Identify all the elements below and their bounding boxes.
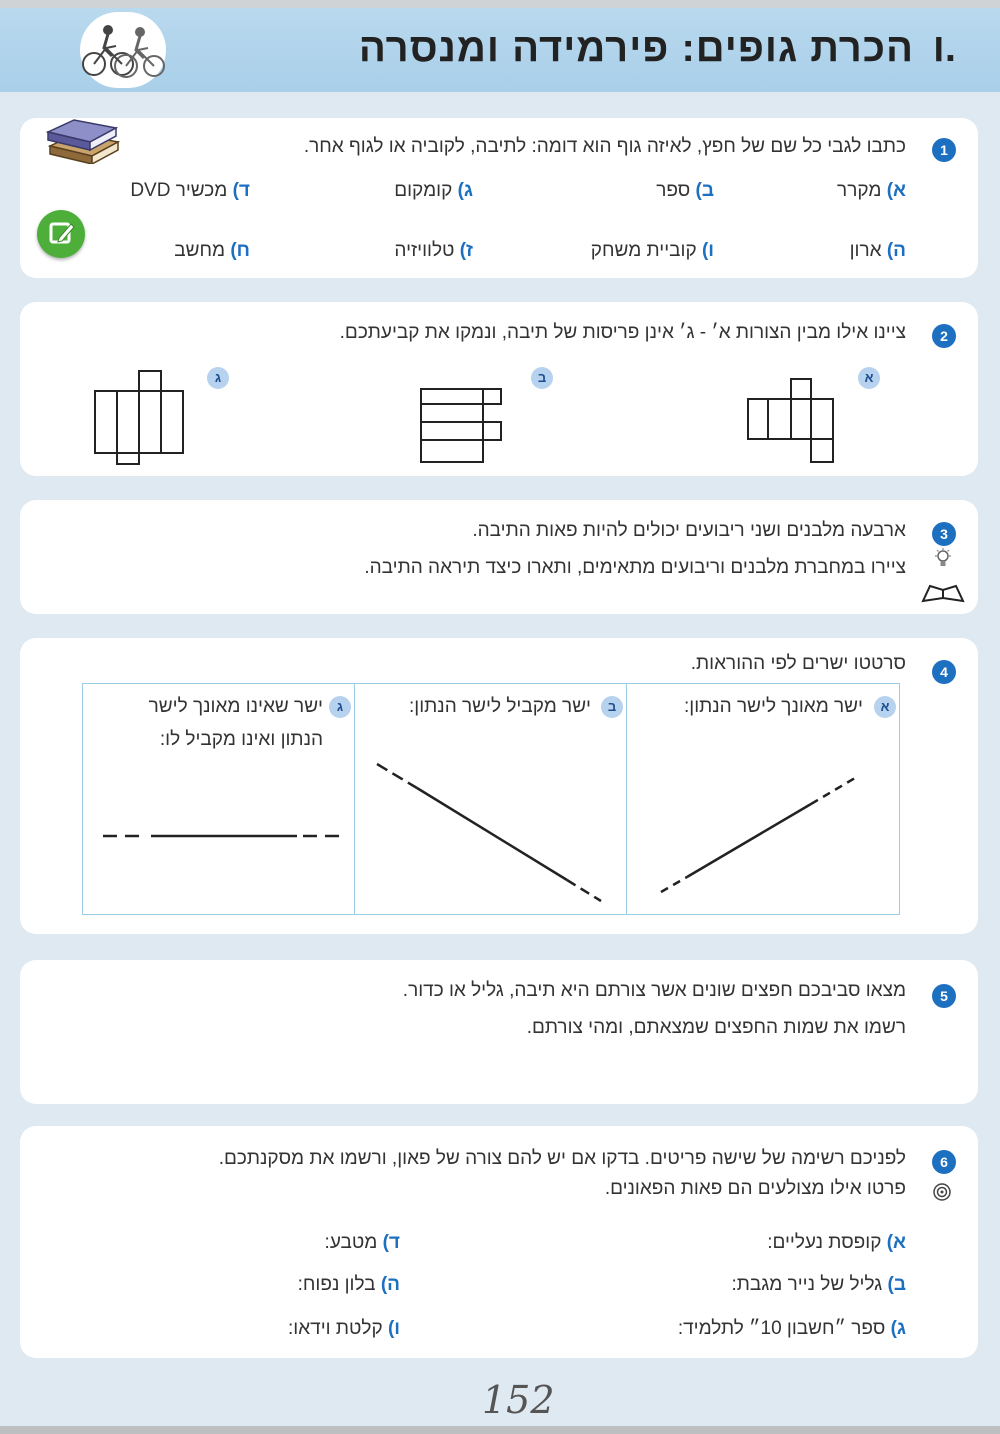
page-title: הכרת גופים: פירמידה ומנסרה	[358, 26, 914, 70]
q1-item-g	[394, 240, 473, 262]
q6-item-a	[767, 1232, 906, 1254]
q1-item-h	[174, 240, 250, 262]
item-label: ארון	[849, 240, 882, 261]
spiral-icon	[932, 1182, 952, 1207]
q1-item-f	[591, 240, 714, 262]
q1-item-c	[394, 180, 473, 202]
question-text-line1: לפניכם רשימה של שישה פריטים. בדקו אם יש להם צורה של פאון, ורשמו את מסקנתכם.	[218, 1148, 906, 1169]
question-number: 2	[932, 324, 956, 348]
cell-c-text-line2: הנתון ואינו מקביל לו:	[159, 729, 323, 750]
pencil-edit-icon[interactable]	[37, 210, 85, 258]
item-label: קוביית משחק	[590, 240, 697, 261]
question-number: 3	[932, 522, 956, 546]
item-label: מקרר	[837, 180, 882, 201]
q1-item-a	[837, 180, 906, 202]
net-shape-a	[745, 376, 840, 466]
q6-item-e	[298, 1274, 400, 1296]
books-icon	[42, 116, 122, 169]
net-label-a: א	[858, 367, 880, 389]
item-letter: ח)	[230, 240, 250, 261]
instructions-table	[82, 683, 900, 915]
section-number: ו.	[932, 26, 956, 70]
item-label: גליל של נייר מגבת:	[731, 1274, 883, 1295]
q6-item-c	[678, 1318, 906, 1340]
bottom-strip	[0, 1426, 1000, 1434]
item-letter: ב)	[887, 1274, 906, 1295]
net-shape-c	[92, 368, 192, 468]
item-letter: ג)	[457, 180, 473, 201]
q6-item-f	[288, 1318, 400, 1340]
net-shape-b	[418, 386, 508, 468]
question-text-line2: רשמו את שמות החפצים שמצאתם, ומהי צורתם.	[526, 1017, 906, 1038]
q1-item-d	[130, 180, 250, 202]
cell-b-text: ישר מקביל לישר הנתון:	[409, 696, 591, 717]
question-5-card	[20, 960, 978, 1104]
item-letter: ב)	[695, 180, 714, 201]
cyclists-icon	[80, 12, 166, 88]
cell-c-text-line1: ישר שאינו מאונך לישר	[148, 696, 323, 717]
item-letter: ד)	[232, 180, 250, 201]
cell-label-a: א	[874, 696, 896, 718]
question-text-line1: מצאו סביבכם חפצים שונים אשר צורתם היא תיבה, גליל או כדור.	[402, 980, 906, 1001]
net-label-b: ב	[531, 367, 553, 389]
item-label: קומקום	[394, 180, 453, 201]
cell-label-c: ג	[329, 696, 351, 718]
item-label: מחשב	[174, 240, 226, 261]
question-text-line2: פרטו אילו מצולעים הם פאות הפאונים.	[604, 1178, 906, 1199]
item-label: מכשיר DVD	[130, 180, 228, 201]
question-text-line2: ציירו במחברת מלבנים וריבועים מתאימים, ותארו כיצד תיראה התיבה.	[364, 557, 906, 578]
item-label: ספר	[656, 180, 691, 201]
top-strip	[0, 0, 1000, 8]
open-book-icon	[920, 582, 966, 609]
item-label: טלוויזיה	[394, 240, 455, 261]
item-label: קופסת נעליים:	[767, 1232, 882, 1253]
question-text: סרטטו ישרים לפי ההוראות.	[690, 653, 906, 674]
item-label: קלטת וידאו:	[288, 1318, 383, 1339]
item-label: בלון נפוח:	[297, 1274, 376, 1295]
question-4-card	[20, 638, 978, 934]
cell-a-text: ישר מאונך לישר הנתון:	[684, 696, 863, 717]
question-3-card	[20, 500, 978, 614]
question-number: 6	[932, 1150, 956, 1174]
question-6-card	[20, 1126, 978, 1358]
question-number: 4	[932, 660, 956, 684]
item-letter: ד)	[382, 1232, 400, 1253]
item-label: ספר ״חשבון 10״ לתלמיד:	[677, 1318, 886, 1339]
item-letter: ה)	[886, 240, 906, 261]
item-letter: א)	[886, 180, 906, 201]
question-text: ציינו אילו מבין הצורות א׳ - ג׳ אינן פריסות של תיבה, ונמקו את קביעתכם.	[339, 322, 906, 343]
item-letter: א)	[886, 1232, 906, 1253]
item-letter: ו)	[701, 240, 714, 261]
given-lines	[83, 684, 901, 916]
question-text: כתבו לגבי כל שם של חפץ, לאיזה גוף הוא דומה: לתיבה, לקוביה או לגוף אחר.	[303, 136, 906, 157]
page-number: 152	[482, 1378, 555, 1422]
q6-item-d	[325, 1232, 400, 1254]
item-label: מטבע:	[324, 1232, 378, 1253]
page-header	[0, 8, 1000, 92]
item-letter: ו)	[387, 1318, 400, 1339]
cell-label-b: ב	[601, 696, 623, 718]
net-label-c: ג	[207, 367, 229, 389]
item-letter: ז)	[459, 240, 473, 261]
q1-item-b	[656, 180, 714, 202]
question-text-line1: ארבעה מלבנים ושני ריבועים יכולים להיות פאות התיבה.	[472, 520, 906, 541]
item-letter: ה)	[380, 1274, 400, 1295]
q6-item-b	[731, 1274, 906, 1296]
q1-item-e	[850, 240, 906, 262]
question-number: 1	[932, 138, 956, 162]
lightbulb-icon	[934, 548, 952, 575]
question-1-card	[20, 118, 978, 278]
question-2-card	[20, 302, 978, 476]
item-letter: ג)	[890, 1318, 906, 1339]
question-number: 5	[932, 984, 956, 1008]
